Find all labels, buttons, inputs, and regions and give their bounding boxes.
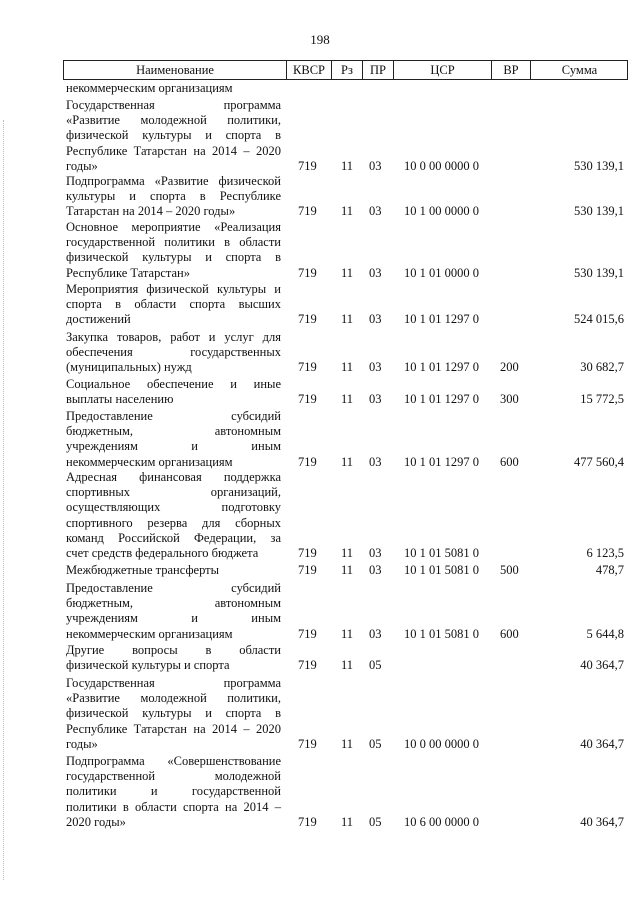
row-name — [66, 174, 281, 220]
cell-pr: 03 — [369, 454, 382, 469]
row-name-line: годы» — [66, 158, 98, 173]
row-name-line: счет средств федерального бюджета — [66, 546, 259, 561]
row-name-line: Предоставление субсидий — [66, 409, 281, 423]
cell-vr: 600 — [500, 454, 519, 469]
row-name-line: государственной молодежной — [66, 769, 281, 784]
table-row — [66, 377, 626, 407]
cell-rz: 11 — [341, 562, 354, 577]
scan-margin-line — [3, 120, 5, 880]
row-name-line: Предоставление субсидий — [66, 581, 281, 595]
row-name-line: обеспечения государственных — [66, 345, 281, 360]
cell-csr: 10 1 00 0000 0 — [404, 204, 479, 219]
row-name-line: бюджетным, автономным — [66, 424, 281, 439]
cell-pr: 03 — [369, 204, 382, 219]
cell-pr: 03 — [369, 545, 382, 560]
row-name-line: Республике Татарстан на 2014 – 2020 — [66, 143, 281, 158]
cell-vr: 200 — [500, 360, 519, 375]
row-name — [66, 409, 281, 470]
header-rz: Рз — [341, 63, 353, 77]
cell-csr: 10 1 01 5081 0 — [404, 545, 479, 560]
cell-rz: 11 — [341, 454, 354, 469]
row-name-line: культуры и спорта в Республике — [66, 189, 281, 204]
row-name-line: Закупка товаров, работ и услуг для — [66, 330, 281, 344]
table-row — [66, 581, 626, 642]
row-name-line: Республике Татарстан» — [66, 265, 190, 280]
header-sum: Сумма — [561, 63, 598, 77]
row-name-line: физической культуры и спорта в — [66, 128, 281, 143]
row-name-line: Государственная программа — [66, 98, 281, 112]
row-name-line: Республике Татарстан на 2014 – 2020 — [66, 721, 281, 736]
cell-sum: 530 139,1 — [574, 204, 624, 219]
cell-csr: 10 1 01 1297 0 — [404, 360, 479, 375]
row-name-line: спортивных организаций, — [66, 485, 281, 500]
cell-sum: 478,7 — [595, 562, 624, 577]
row-name-line: достижений — [66, 312, 131, 327]
cell-vr: 600 — [500, 626, 519, 641]
row-name — [66, 282, 281, 328]
row-name-line: Подпрограмма «Совершенствование — [66, 754, 281, 768]
row-name — [66, 643, 281, 673]
table-row — [66, 98, 626, 174]
table-row — [66, 470, 626, 561]
row-name-line: Адресная финансовая поддержка — [66, 470, 281, 484]
cell-vr: 300 — [500, 392, 519, 407]
cell-kvsr: 719 — [298, 454, 317, 469]
cell-kvsr: 719 — [298, 814, 317, 829]
row-name-line: Подпрограмма «Развитие физической — [66, 174, 281, 188]
cell-kvsr: 719 — [298, 658, 317, 673]
cell-pr: 03 — [369, 392, 382, 407]
cell-sum: 5 644,8 — [586, 626, 624, 641]
row-name — [66, 563, 281, 578]
cell-csr: 10 6 00 0000 0 — [404, 814, 479, 829]
row-name-line: Мероприятия физической культуры и — [66, 282, 281, 296]
row-name — [66, 98, 281, 174]
cell-rz: 11 — [341, 658, 354, 673]
row-name — [66, 676, 281, 752]
cell-rz: 11 — [341, 360, 354, 375]
row-name-line: некоммерческим организациям — [66, 626, 233, 641]
row-name-line: «Развитие молодежной политики, — [66, 691, 281, 706]
row-name-line: политики и государственной — [66, 784, 281, 799]
header-csr: ЦСР — [430, 63, 455, 77]
cell-sum: 530 139,1 — [574, 265, 624, 280]
cell-sum: 40 364,7 — [580, 658, 624, 673]
cell-csr: 10 1 01 5081 0 — [404, 562, 479, 577]
table-row — [66, 81, 626, 96]
row-name-line: физической культуры и спорта — [66, 658, 230, 673]
cell-sum: 524 015,6 — [574, 312, 624, 327]
cell-rz: 11 — [341, 265, 354, 280]
cell-csr: 10 1 01 5081 0 — [404, 626, 479, 641]
table-row — [66, 409, 626, 470]
cell-kvsr: 719 — [298, 562, 317, 577]
cell-rz: 11 — [341, 626, 354, 641]
cell-csr: 10 1 01 1297 0 — [404, 454, 479, 469]
cell-sum: 530 139,1 — [574, 158, 624, 173]
cell-pr: 05 — [369, 814, 382, 829]
cell-rz: 11 — [341, 736, 354, 751]
cell-sum: 15 772,5 — [580, 392, 624, 407]
row-name-line: годы» — [66, 736, 98, 751]
cell-pr: 03 — [369, 562, 382, 577]
row-name-line: Основное мероприятие «Реализация — [66, 220, 281, 234]
cell-pr: 05 — [369, 658, 382, 673]
cell-kvsr: 719 — [298, 360, 317, 375]
row-name-line: физической культуры и спорта в — [66, 250, 281, 265]
row-name-line: спорта в области спорта высших — [66, 297, 281, 312]
table-row — [66, 676, 626, 752]
row-name-line: выплаты населению — [66, 392, 174, 407]
header-pr: ПР — [370, 63, 386, 77]
row-name-line: осуществляющих подготовку — [66, 500, 281, 515]
cell-pr: 05 — [369, 736, 382, 751]
row-name — [66, 81, 281, 96]
row-name-line: Социальное обеспечение и иные — [66, 377, 281, 391]
header-name: Наименование — [136, 63, 214, 77]
cell-rz: 11 — [341, 545, 354, 560]
row-name-line: некоммерческим организациям — [66, 454, 233, 469]
cell-csr: 10 0 00 0000 0 — [404, 736, 479, 751]
row-name — [66, 581, 281, 642]
row-name-line: Межбюджетные трансферты — [66, 563, 220, 577]
table-row — [66, 754, 626, 830]
row-name-line: команд Российской Федерации, за — [66, 530, 281, 545]
table-row — [66, 220, 626, 281]
row-name — [66, 470, 281, 561]
cell-sum: 40 364,7 — [580, 814, 624, 829]
row-name-line: физической культуры и спорта в — [66, 706, 281, 721]
cell-kvsr: 719 — [298, 736, 317, 751]
table-header — [63, 60, 628, 80]
row-name-line: некоммерческим организациям — [66, 81, 233, 95]
row-name-line: Другие вопросы в области — [66, 643, 281, 657]
cell-rz: 11 — [341, 814, 354, 829]
cell-csr: 10 1 01 1297 0 — [404, 312, 479, 327]
row-name — [66, 220, 281, 281]
table-row — [66, 282, 626, 328]
cell-vr: 500 — [500, 562, 519, 577]
page-number: 198 — [310, 32, 330, 47]
table-row — [66, 330, 626, 376]
table-row — [66, 643, 626, 673]
row-name-line: Татарстан на 2014 – 2020 годы» — [66, 204, 236, 219]
cell-rz: 11 — [341, 158, 354, 173]
cell-rz: 11 — [341, 392, 354, 407]
row-name — [66, 754, 281, 830]
cell-csr: 10 1 01 1297 0 — [404, 392, 479, 407]
row-name — [66, 377, 281, 407]
cell-sum: 30 682,7 — [580, 360, 624, 375]
cell-kvsr: 719 — [298, 158, 317, 173]
cell-kvsr: 719 — [298, 265, 317, 280]
row-name-line: учреждениям и иным — [66, 611, 281, 626]
cell-pr: 03 — [369, 265, 382, 280]
cell-csr: 10 1 01 0000 0 — [404, 265, 479, 280]
table-row — [66, 174, 626, 220]
cell-rz: 11 — [341, 204, 354, 219]
row-name — [66, 330, 281, 376]
cell-rz: 11 — [341, 312, 354, 327]
row-name-line: 2020 годы» — [66, 814, 126, 829]
cell-pr: 03 — [369, 626, 382, 641]
header-vr: ВР — [503, 63, 519, 77]
cell-pr: 03 — [369, 312, 382, 327]
cell-sum: 477 560,4 — [574, 454, 624, 469]
row-name-line: государственной политики в области — [66, 235, 281, 250]
cell-kvsr: 719 — [298, 626, 317, 641]
table-row — [66, 563, 626, 578]
row-name-line: «Развитие молодежной политики, — [66, 113, 281, 128]
cell-csr: 10 0 00 0000 0 — [404, 158, 479, 173]
cell-kvsr: 719 — [298, 312, 317, 327]
row-name-line: спортивного резерва для сборных — [66, 515, 281, 530]
cell-sum: 40 364,7 — [580, 736, 624, 751]
cell-kvsr: 719 — [298, 204, 317, 219]
row-name-line: (муниципальных) нужд — [66, 360, 192, 375]
cell-kvsr: 719 — [298, 392, 317, 407]
row-name-line: политики в области спорта на 2014 – — [66, 799, 281, 814]
cell-pr: 03 — [369, 360, 382, 375]
row-name-line: учреждениям и иным — [66, 439, 281, 454]
cell-kvsr: 719 — [298, 545, 317, 560]
cell-pr: 03 — [369, 158, 382, 173]
row-name-line: Государственная программа — [66, 676, 281, 690]
header-kvsr: КВСР — [293, 63, 325, 77]
cell-sum: 6 123,5 — [586, 545, 624, 560]
row-name-line: бюджетным, автономным — [66, 596, 281, 611]
